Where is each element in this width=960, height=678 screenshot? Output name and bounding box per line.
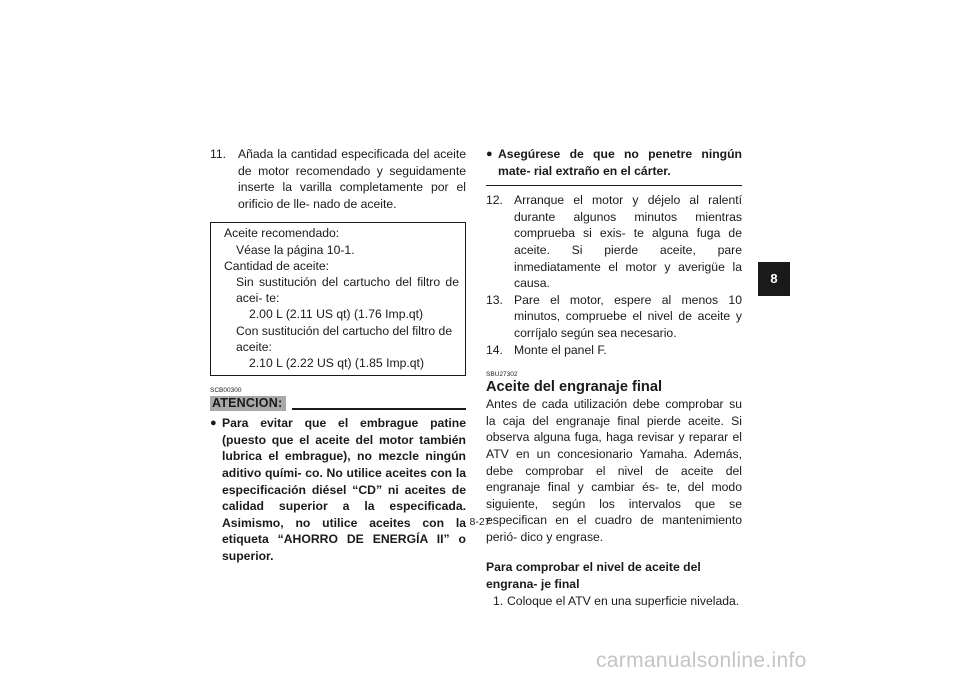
- step-text: Añada la cantidad especificada del aceite de motor recomendado y seguidamente inserte la varilla completamente por el orificio de lle- nado de aceite.: [238, 147, 466, 211]
- step-number: 13.: [486, 292, 503, 307]
- atencion-rule: [292, 408, 466, 410]
- step-12: [486, 192, 742, 292]
- step-text: Arranque el motor y déjelo al ralentí durante algunos minutos mientras comprueba si exis- te alguna fuga de aceite. Si pierde aceite, pare inmediatamente el motor y averigüe la causa.: [514, 193, 742, 291]
- spec-line: Cantidad de aceite:: [224, 258, 330, 273]
- step-text: Pare el motor, espere al menos 10 minutos, compruebe el nivel de aceite y corríjalo según sea necesario.: [514, 292, 742, 340]
- step-1: [486, 593, 742, 610]
- atencion-bullet: [210, 415, 466, 564]
- bullet-icon: ●: [210, 417, 217, 430]
- spec-line: 2.10 L (2.22 US qt) (1.85 Imp.qt): [249, 356, 424, 370]
- spec-line: Con sustitución del cartucho del filtro de aceite:: [236, 323, 453, 354]
- spec-line: 2.00 L (2.11 US qt) (1.76 Imp.qt): [249, 307, 424, 322]
- left-column: [210, 146, 466, 565]
- atencion-bullet-continued: [486, 146, 742, 179]
- step-14: [486, 342, 742, 359]
- step-number: 11.: [210, 147, 227, 161]
- atencion-end-rule: [486, 179, 742, 186]
- watermark: carmanualsonline.info: [596, 649, 807, 672]
- atencion-header: [210, 396, 466, 411]
- step-number: 1.: [493, 593, 504, 608]
- step-11: [210, 146, 466, 212]
- step-number: 12.: [486, 193, 503, 208]
- bullet-text: Asegúrese de que no penetre ningún mate- rial extraño en el cárter.: [498, 147, 742, 178]
- chapter-tab: 8: [758, 262, 790, 296]
- page-number: 8-27: [469, 516, 491, 528]
- reference-code: SBU27302: [486, 371, 518, 379]
- spec-line: Véase la página 10-1.: [236, 242, 355, 257]
- spec-line: Aceite recomendado:: [224, 226, 340, 241]
- right-column: [486, 146, 742, 609]
- step-text: Coloque el ATV en una superficie nivelada.: [507, 593, 740, 608]
- bullet-text: Para evitar que el embrague patine (puesto que el aceite del motor también lubrica el embrague), no mezcle ningún aditivo quími- co. No utilice aceites con la especificación diésel “CD” ni aceites de calidad superior a la especificada. Asimismo, no utilice aceites con la etiqueta “AHORRO DE ENERGÍA II” o superior.: [222, 416, 466, 563]
- section-title: Aceite del engranaje final: [486, 379, 662, 396]
- subheading: Para comprobar el nivel de aceite del engrana- je final: [486, 560, 701, 592]
- spec-line: Sin sustitución del cartucho del filtro de acei- te:: [236, 274, 459, 306]
- bullet-icon: ●: [486, 148, 493, 160]
- step-13: [486, 292, 742, 342]
- step-text: Monte el panel F.: [514, 342, 607, 357]
- section-paragraph: Antes de cada utilización debe comprobar su la caja del engranaje final pierde aceite. Si observa alguna fuga, haga revisar y reparar el ATV en un concesionario Yamaha. Además, debe comprobar el nivel de aceite del engranaje final y cambiar és- te, del modo siguiente, según los intervalos que se especifican en el cuadro de mantenimiento perió- dico y engrase.: [486, 397, 742, 544]
- reference-code: SCB00300: [210, 387, 242, 395]
- oil-spec-box: [210, 222, 466, 376]
- atencion-label: ATENCION:: [210, 396, 286, 411]
- step-number: 14.: [486, 342, 503, 357]
